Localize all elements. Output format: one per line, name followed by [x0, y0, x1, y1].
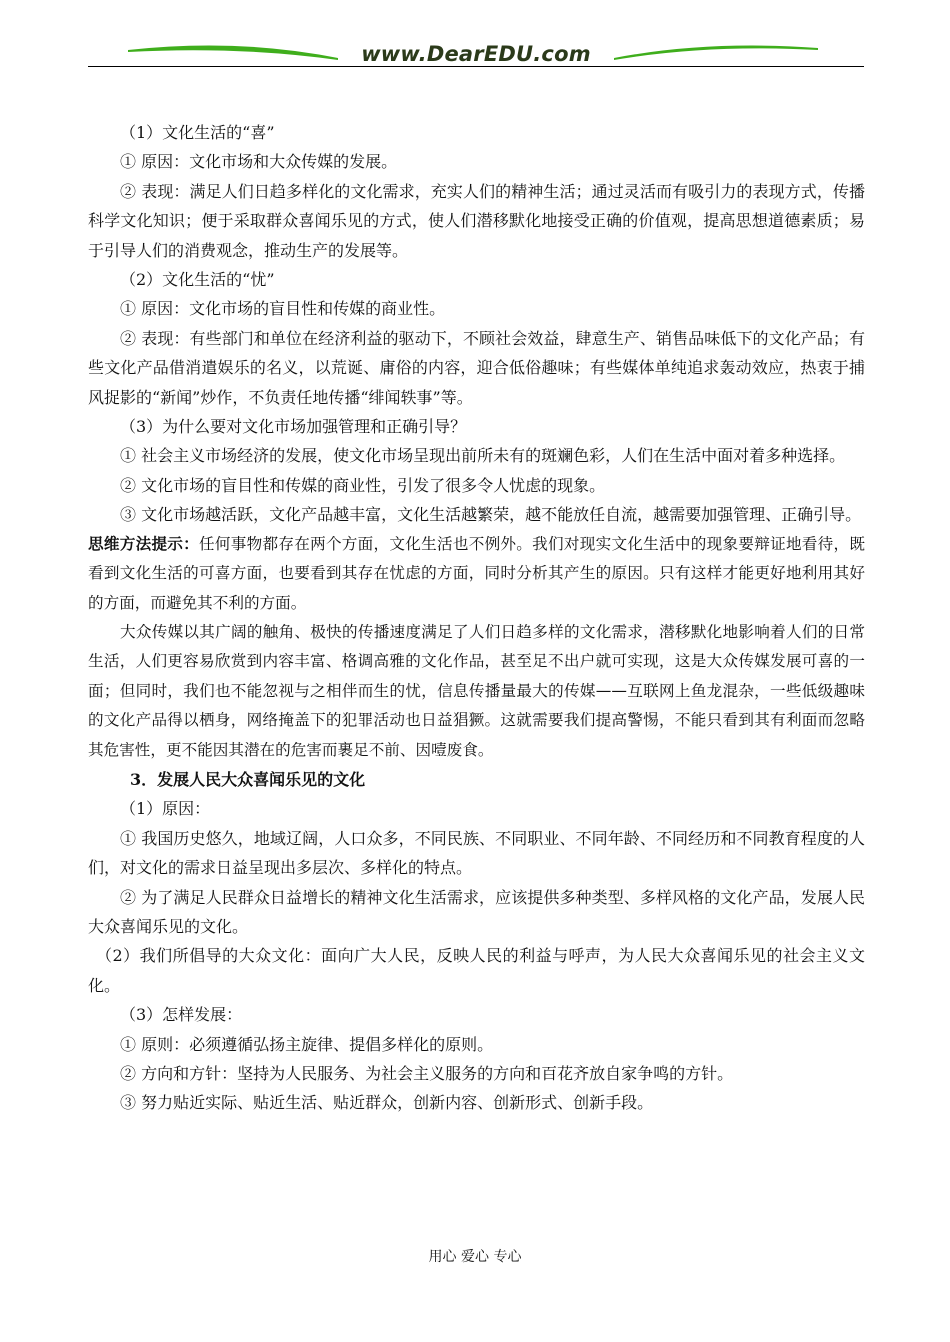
paragraph: （1）原因：: [120, 799, 211, 819]
paragraph: （2）文化生活的“忧”: [120, 270, 275, 290]
paragraph: ② 文化市场的盲目性和传媒的商业性，引发了很多令人忧虑的现象。: [120, 475, 606, 495]
method-tip-label: 思维方法提示：: [88, 534, 200, 553]
section-heading: 3．发展人民大众喜闻乐见的文化: [130, 769, 366, 789]
paragraph: ① 原因：文化市场的盲目性和传媒的商业性。: [120, 299, 446, 319]
paragraph: 大众传媒以其广阔的触角、极快的传播速度满足了人们日趋多样的文化需求，潜移默化地影响着人们的日常生活，人们更容易欣赏到内容丰富、格调高雅的文化作品，甚至足不出户就可实现，这是大众传媒发展可喜的一面；但同时，我们也不能忽视与之相伴而生的忧，信息传播量最大的传媒——互联网上鱼龙混杂，一些低级趣味的文化产品得以栖身，网络掩盖下的犯罪活动也日益猖獗。这就需要我们提高警惕，不能只看到其有利面而忽略其危害性，更不能因其潜在的危害而裹足不前、因噎废食。: [88, 622, 865, 759]
paragraph: （3）为什么要对文化市场加强管理和正确引导？: [120, 417, 467, 437]
paragraph: ② 表现：满足人们日趋多样化的文化需求，充实人们的精神生活；通过灵活而有吸引力的表现方式，传播科学文化知识；便于采取群众喜闻乐见的方式，使人们潜移默化地接受正确的价值观，提高思想道德素质；易于引导人们的消费观念，推动生产的发展等。: [88, 181, 865, 260]
paragraph: ② 方向和方针：坚持为人民服务、为社会主义服务的方向和百花齐放自家争鸣的方针。: [120, 1064, 734, 1083]
page-footer: 用心 爱心 专心: [428, 1249, 522, 1265]
paragraph: ① 原则：必须遵循弘扬主旋律、提倡多样化的原则。: [120, 1034, 494, 1054]
site-url: www.DearEDU.com: [361, 42, 591, 66]
paragraph: ① 原因：文化市场和大众传媒的发展。: [120, 152, 398, 172]
paragraph: ③ 努力贴近实际、贴近生活、贴近群众，创新内容、创新形式、创新手段。: [120, 1093, 654, 1113]
page-header: [88, 36, 864, 70]
paragraph: ② 为了满足人民群众日益增长的精神文化生活需求，应该提供多种类型、多样风格的文化产品，发展人民大众喜闻乐见的文化。: [88, 887, 865, 936]
paragraph: ③ 文化市场越活跃，文化产品越丰富，文化生活越繁荣，越不能放任自流，越需要加强管理、正确引导。: [120, 505, 862, 525]
paragraph: （1）文化生活的“喜”: [120, 123, 275, 142]
header-rule: [88, 66, 864, 67]
method-tip-text: 任何事物都存在两个方面，文化生活也不例外。我们对现实文化生活中的现象要辩证地看待，既看到文化生活的可喜方面，也要看到其存在忧虑的方面，同时分析其产生的原因。只有这样才能更好地利用其好的方面，而避免其不利的方面。: [88, 534, 865, 612]
paragraph: （2）我们所倡导的大众文化：面向广大人民，反映人民的利益与呼声，为人民大众喜闻乐见的社会主义文化。: [88, 946, 865, 995]
paragraph: （3）怎样发展：: [120, 1005, 243, 1025]
paragraph: ① 我国历史悠久，地域辽阔，人口众多，不同民族、不同职业、不同年龄、不同经历和不同教育程度的人们，对文化的需求日益呈现出多层次、多样化的特点。: [88, 828, 865, 878]
paragraph: ② 表现：有些部门和单位在经济利益的驱动下，不顾社会效益，肆意生产、销售品味低下的文化产品；有些文化产品借消遣娱乐的名义，以荒诞、庸俗的内容，迎合低俗趣味；有些媒体单纯追求轰动效应，热衷于捕风捉影的“新闻”炒作，不负责任地传播“绯闻轶事”等。: [88, 328, 865, 407]
document-body: [88, 118, 865, 1118]
method-tip: [88, 530, 865, 618]
paragraph: ① 社会主义市场经济的发展，使文化市场呈现出前所未有的斑斓色彩，人们在生活中面对着多种选择。: [120, 446, 846, 466]
